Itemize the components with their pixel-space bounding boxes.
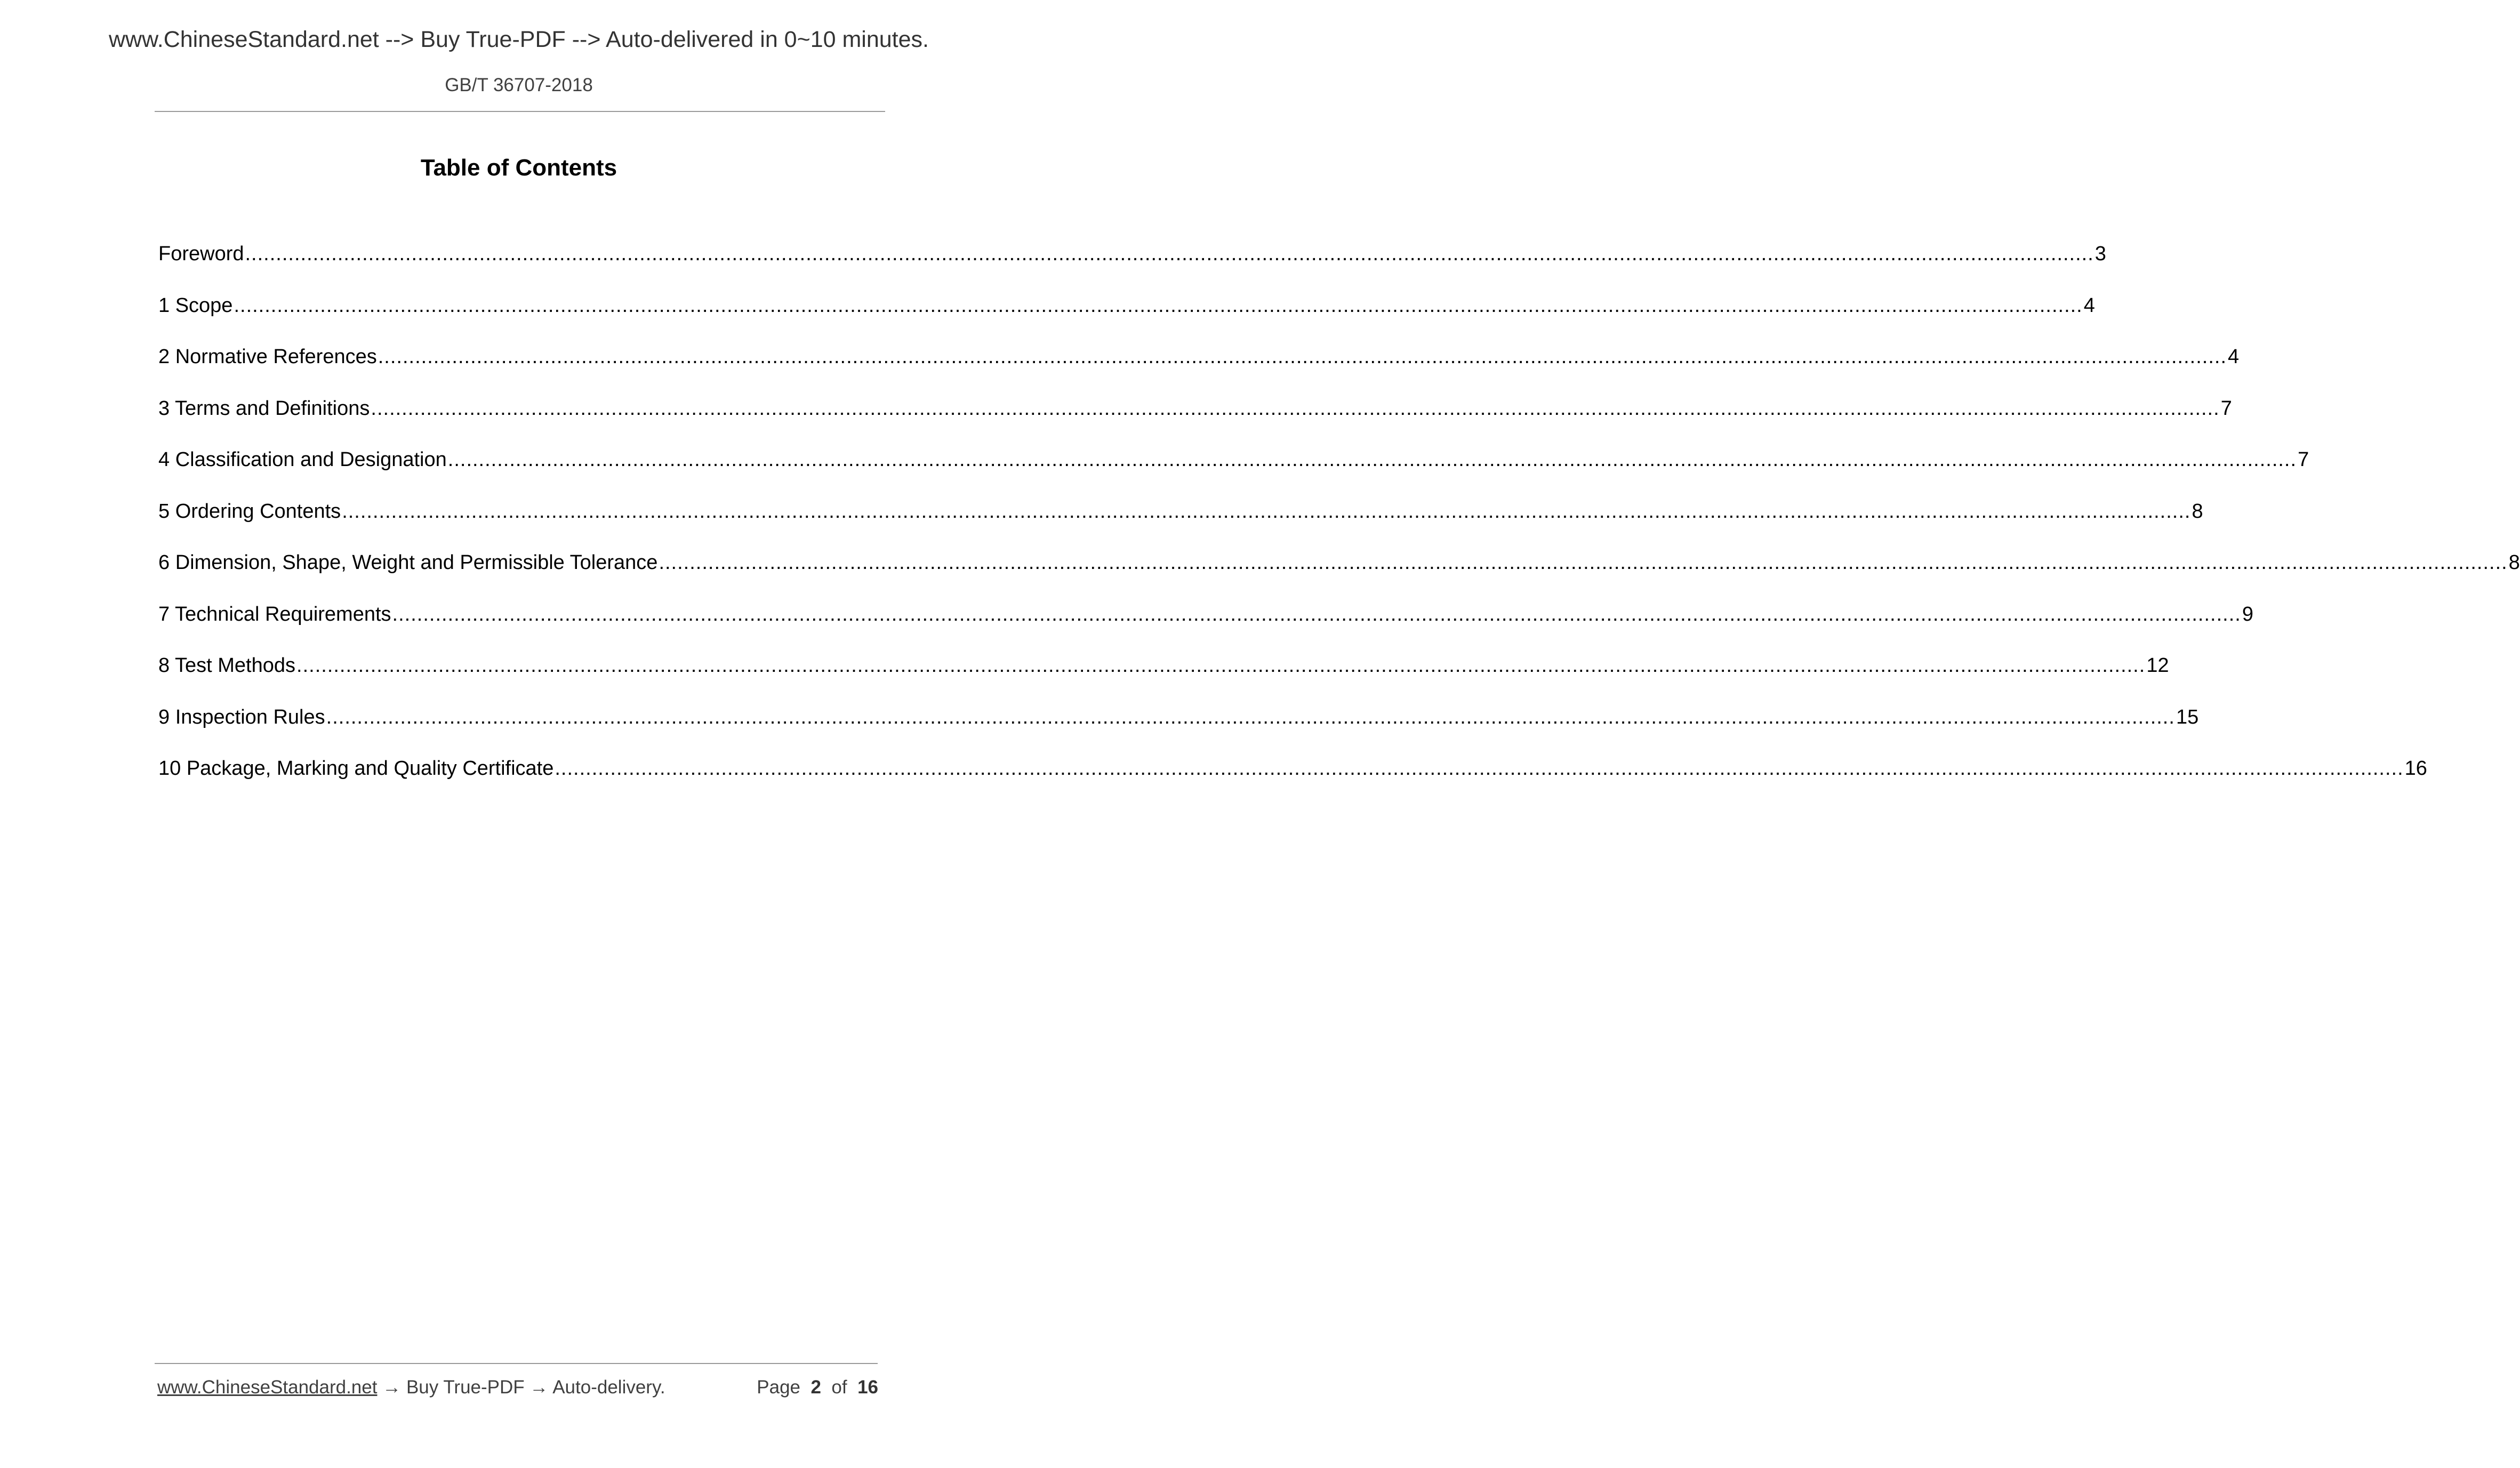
toc-dot-leader: ............................................................................................................................................................................................................................................................................................................ [392, 603, 2241, 625]
toc-title: Table of Contents [420, 155, 617, 181]
toc-dot-leader: ............................................................................................................................................................................................................................................................................................................ [245, 243, 2094, 265]
toc-entry-page: 7 [2298, 448, 2309, 471]
toc-entry-label: 2 Normative References [158, 346, 377, 368]
toc-entry-label: 5 Ordering Contents [158, 500, 341, 523]
toc-entry-label: 1 Scope [158, 294, 233, 317]
toc-entry-page: 12 [2146, 654, 2169, 677]
toc-dot-leader: ............................................................................................................................................................................................................................................................................................................ [296, 654, 2146, 677]
footer [157, 1377, 878, 1398]
toc-entry-label: 9 Inspection Rules [158, 705, 325, 728]
toc-dot-leader: ............................................................................................................................................................................................................................................................................................................ [234, 294, 2083, 317]
toc-dot-leader: ............................................................................................................................................................................................................................................................................................................ [342, 500, 2191, 523]
toc-entry-label: Foreword [158, 243, 244, 265]
toc-entry-label: 10 Package, Marking and Quality Certificate [158, 757, 554, 780]
toc-list [158, 243, 2520, 809]
toc-entry-page: 9 [2242, 603, 2253, 625]
toc-entry-page: 15 [2176, 705, 2199, 728]
toc-entry-page: 4 [2083, 294, 2095, 317]
toc-entry-page: 8 [2508, 551, 2520, 574]
toc-entry-scope[interactable] [158, 294, 2095, 346]
toc-entry-label: 7 Technical Requirements [158, 603, 391, 625]
toc-entry-page: 8 [2192, 500, 2203, 523]
toc-entry-test-methods[interactable] [158, 654, 2169, 706]
toc-entry-dimension-shape[interactable] [158, 551, 2520, 603]
toc-dot-leader: ............................................................................................................................................................................................................................................................................................................ [659, 551, 2508, 574]
page-total: 16 [857, 1377, 878, 1398]
toc-entry-page: 16 [2404, 757, 2427, 780]
arrow-right-icon: → [529, 1377, 549, 1398]
toc-entry-label: 8 Test Methods [158, 654, 296, 677]
toc-dot-leader: ............................................................................................................................................................................................................................................................................................................ [378, 346, 2227, 368]
footer-divider [155, 1363, 878, 1364]
toc-dot-leader: ............................................................................................................................................................................................................................................................................................................ [555, 757, 2404, 780]
header-divider [155, 111, 885, 112]
toc-dot-leader: ............................................................................................................................................................................................................................................................................................................ [371, 397, 2220, 420]
footer-site-link[interactable]: www.ChineseStandard.net [157, 1377, 378, 1398]
document-code: GB/T 36707-2018 [445, 75, 593, 95]
toc-entry-technical-requirements[interactable] [158, 603, 2253, 655]
toc-entry-label: 4 Classification and Designation [158, 448, 447, 471]
toc-entry-foreword[interactable] [158, 243, 2106, 294]
toc-entry-label: 6 Dimension, Shape, Weight and Permissible Tolerance [158, 551, 658, 574]
toc-entry-label: 3 Terms and Definitions [158, 397, 370, 420]
toc-entry-package-marking[interactable] [158, 757, 2427, 809]
toc-entry-ordering-contents[interactable] [158, 500, 2203, 552]
toc-entry-normative-references[interactable] [158, 346, 2240, 397]
page-word: Page [757, 1377, 801, 1398]
arrow-right-icon: → [382, 1377, 402, 1398]
of-word: of [831, 1377, 847, 1398]
toc-entry-terms-definitions[interactable] [158, 397, 2232, 449]
page-current: 2 [810, 1377, 821, 1398]
page-indicator [757, 1377, 878, 1398]
toc-dot-leader: ............................................................................................................................................................................................................................................................................................................ [326, 705, 2175, 728]
toc-entry-classification[interactable] [158, 448, 2309, 500]
top-banner: www.ChineseStandard.net --> Buy True-PDF --> Auto-delivered in 0~10 minutes. [108, 27, 929, 52]
toc-entry-page: 7 [2220, 397, 2232, 420]
toc-dot-leader: ............................................................................................................................................................................................................................................................................................................ [447, 448, 2297, 471]
footer-delivery-text: Auto-delivery. [552, 1377, 665, 1398]
footer-buy-text: Buy True-PDF [406, 1377, 525, 1398]
toc-entry-inspection-rules[interactable] [158, 705, 2199, 758]
toc-entry-page: 4 [2228, 346, 2240, 368]
toc-entry-page: 3 [2094, 243, 2106, 265]
